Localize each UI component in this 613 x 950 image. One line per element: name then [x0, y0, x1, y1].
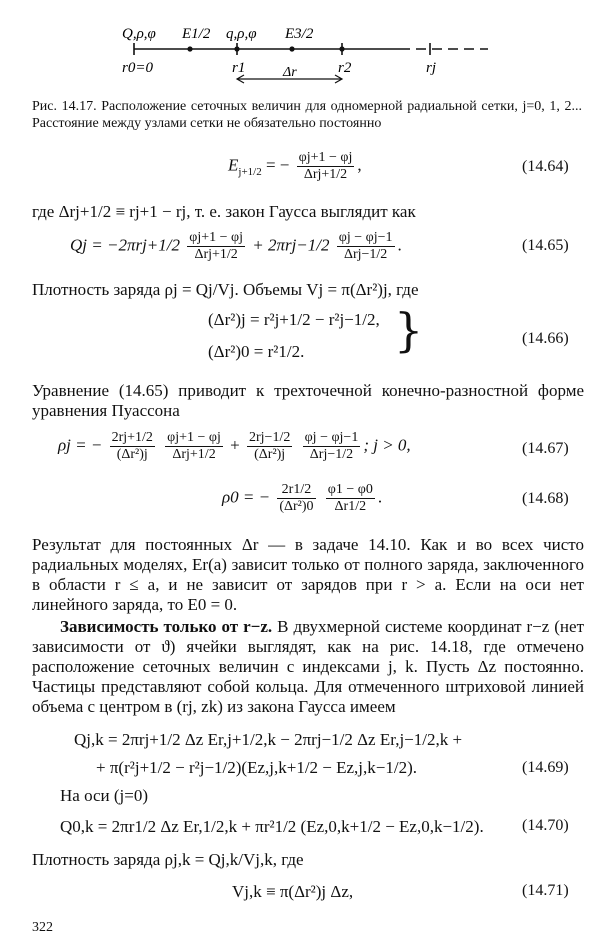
half-node-e12	[187, 46, 192, 51]
equation-number-14-64: (14.64)	[522, 158, 569, 175]
equation-number-14-69: (14.69)	[522, 759, 569, 776]
node-dot-r1	[234, 46, 239, 51]
equation-number-14-67: (14.67)	[522, 440, 569, 457]
equation-14-70: Q0,k = 2πr1/2 Δz Er,1/2,k + πr²1/2 (Ez,0,k+1/2 − Ez,0,k−1/2).	[60, 817, 484, 836]
node-dot-r2	[339, 46, 344, 51]
delta-r-label: Δr	[283, 65, 297, 80]
equation-14-67: ρj = − $\frac{2rj+1/2}{\text{(Δr²)j}}$ $\frac{\varphi j+1 - \varphi j}{\text{Δrj+1/2}}$ + $\frac{2rj-1/2}{\text{(Δr²)j}}$ $\frac{\varphi j - \varphi j-1}{\text{Δrj−1/2}}$ ; j > 0,	[58, 430, 411, 462]
figure-caption: Рис. 14.17. Расположение сеточных величин для одномерной радиальной сетки, j=0, 1, 2... Расстояние между узлами сетки не обязательно постоянно	[32, 99, 582, 131]
paragraph-gauss-law-intro: где Δrj+1/2 ≡ rj+1 − rj, т. е. закон Гаусса выглядит как	[32, 202, 416, 221]
equation-number-14-71: (14.71)	[522, 882, 569, 899]
equation-14-66-line2: (Δr²)0 = r²1/2.	[208, 342, 305, 361]
page-number: 322	[32, 920, 53, 935]
paragraph-poisson-form: Уравнение (14.65) приводит к трехточечной конечно-разностной форме уравнения Пуассона	[32, 381, 584, 420]
equation-14-71: Vj,k ≡ π(Δr²)j Δz,	[232, 882, 354, 901]
equation-14-66-line1: (Δr²)j = r²j+1/2 − r²j−1/2,	[208, 310, 380, 329]
section-heading-r-z: Зависимость только от r−z.	[60, 617, 273, 636]
label-e32: E3/2	[285, 26, 314, 42]
paragraph-constant-dr-result: Результат для постоянных Δr — в задаче 14.10. Как и во всех чисто радиальных моделях, Er(a) зависит только от полного заряда, заключенного в области r ≤ a, и не зависит от зарядов при r > a. Если на оси нет линейного заряда, то E0 = 0.	[32, 535, 584, 614]
label-q-rho-phi-1: q,ρ,φ	[226, 26, 257, 42]
right-brace-icon: }	[394, 303, 424, 357]
paragraph-on-axis: На оси (j=0)	[60, 786, 149, 805]
label-r2: r2	[338, 60, 352, 76]
equation-14-69-line2: + π(r²j+1/2 − r²j−1/2)(Ez,j,k+1/2 − Ez,j,k−1/2).	[96, 758, 417, 777]
equation-14-64: $E_{j+1/2}$ = − $\frac{\varphi j+1 - \varphi j}{\text{Δrj+1/2}}$ ,	[228, 150, 362, 182]
paragraph-r-z-dependence: Зависимость только от r−z. В двухмерной системе координат r−z (нет зависимости от ϑ) ячейки выглядят, как на рис. 14.18, где отмечено расположение сеточных величин с индексами j, k. Пусть Δz постоянно. Частицы представляют собой кольца. Для отмеченного штриховой линией объема с центром в (rj, zk) из закона Гаусса имеем	[32, 617, 585, 716]
equation-number-14-66: (14.66)	[522, 330, 569, 347]
equation-14-68: ρ0 = − $\frac{2r1/2}{\text{(Δr²)0}}$ $\frac{\varphi 1 - \varphi 0}{\Delta r1/2}$ .	[222, 482, 383, 514]
equation-14-69-line1: Qj,k = 2πrj+1/2 Δz Er,j+1/2,k − 2πrj−1/2 Δz Er,j−1/2,k +	[74, 730, 463, 749]
label-q-rho-phi-0: Q,ρ,φ	[122, 26, 156, 42]
label-e12: E1/2	[182, 26, 211, 42]
paragraph-charge-density: Плотность заряда ρj = Qj/Vj. Объемы Vj = π(Δr²)j, где	[32, 280, 419, 299]
equation-number-14-65: (14.65)	[522, 237, 569, 254]
radial-grid-figure	[0, 0, 613, 96]
label-rj: rj	[426, 60, 437, 76]
label-r1: r1	[232, 60, 246, 76]
equation-number-14-70: (14.70)	[522, 817, 569, 834]
label-r0: r0=0	[122, 60, 153, 76]
paragraph-charge-density-2d: Плотность заряда ρj,k = Qj,k/Vj,k, где	[32, 850, 304, 869]
equation-14-65: Qj = −2πrj+1/2 $\frac{\varphi j+1 - \varphi j}{\text{Δrj+1/2}}$ + 2πrj−1/2 $\frac{\varphi j - \varphi j-1}{\text{Δrj−1/2}}$ .	[70, 230, 402, 262]
half-node-e32	[289, 46, 294, 51]
equation-number-14-68: (14.68)	[522, 490, 569, 507]
